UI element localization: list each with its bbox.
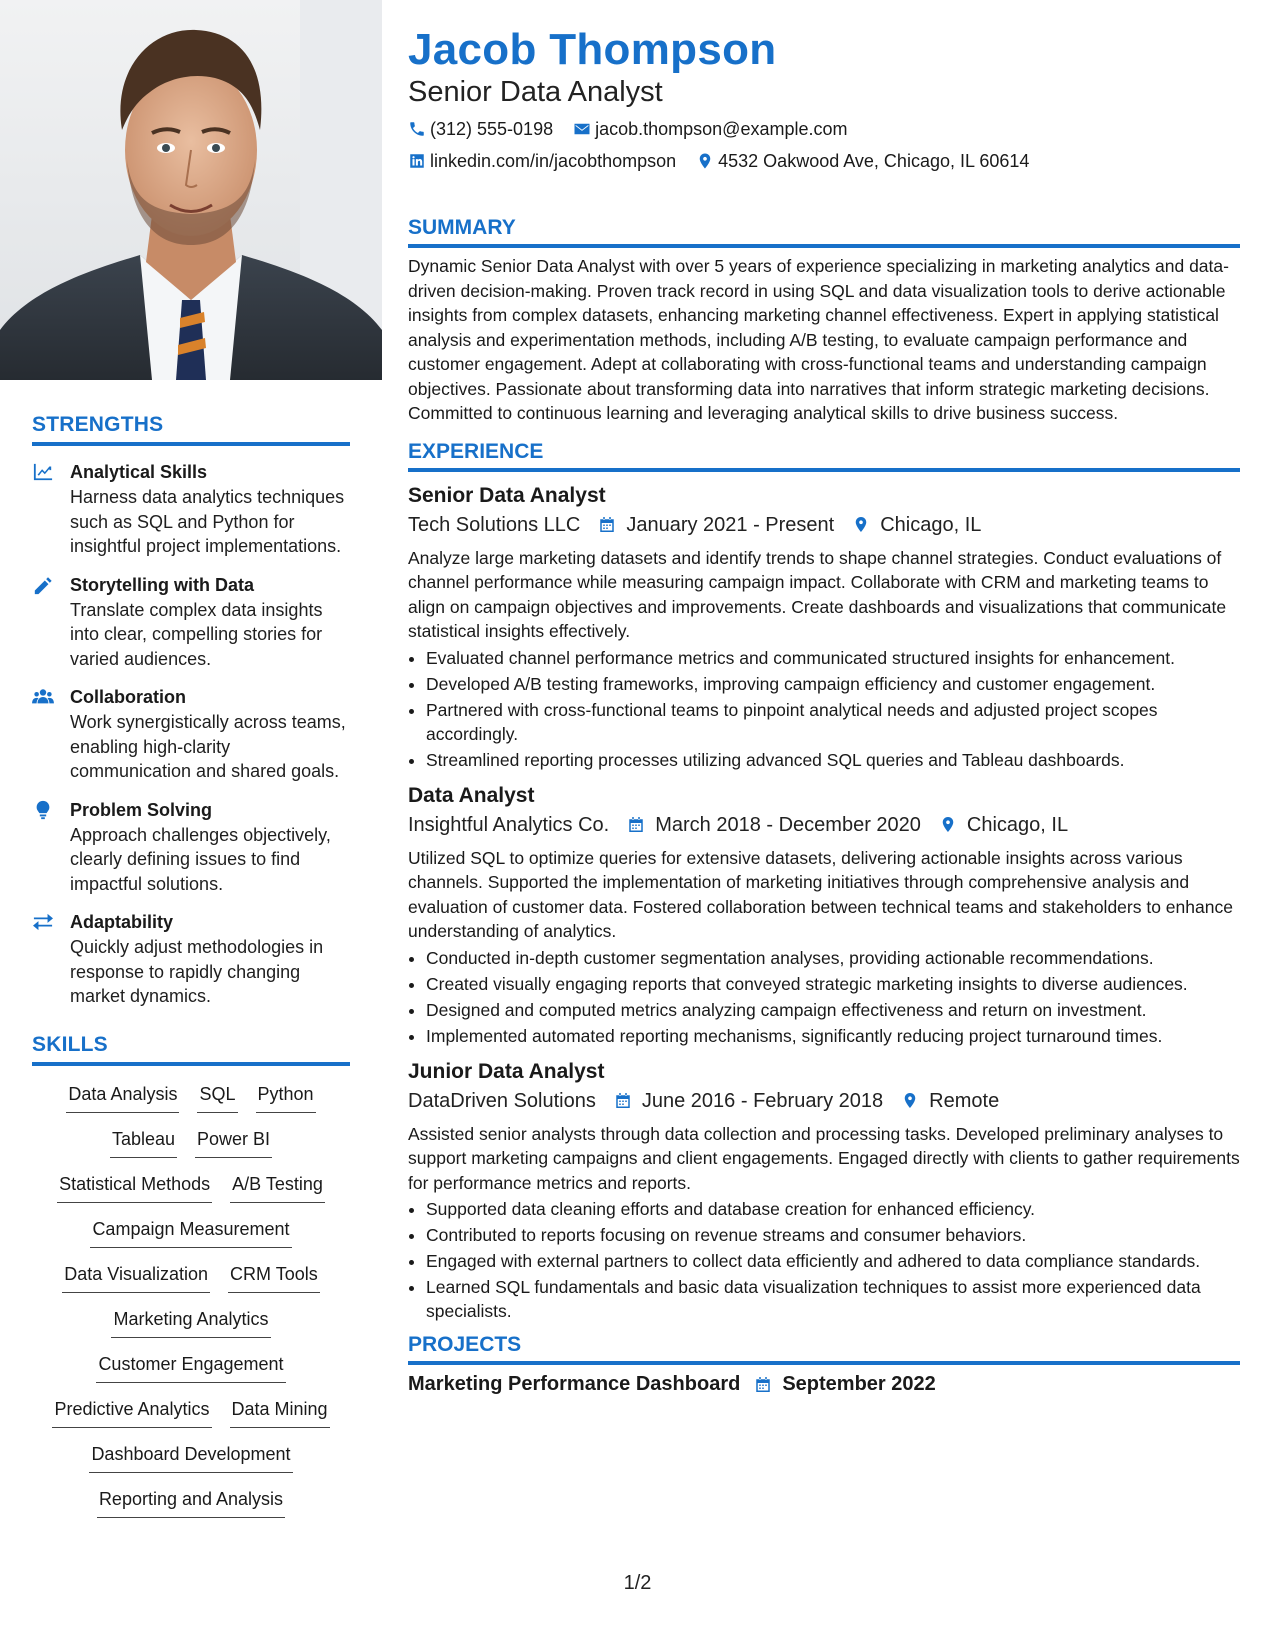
skill-row bbox=[52, 1397, 329, 1442]
page-number: 1/2 bbox=[623, 1572, 652, 1594]
strength-item bbox=[32, 685, 350, 784]
projects-heading: PROJECTS bbox=[408, 1333, 1240, 1365]
skill-row bbox=[96, 1352, 285, 1397]
pencil-icon bbox=[32, 573, 70, 672]
skill-tag: Statistical Methods bbox=[57, 1172, 212, 1203]
job-title: Junior Data Analyst bbox=[408, 1059, 605, 1083]
contact-row bbox=[408, 116, 1240, 142]
skill-row bbox=[110, 1127, 272, 1172]
location-text: Remote bbox=[929, 1089, 1000, 1112]
skill-tag: Power BI bbox=[195, 1127, 272, 1158]
bullet-item: • Learned SQL fundamentals and basic data visualization techniques to assist more experienced data specialists. bbox=[426, 1275, 1240, 1323]
skill-tag: SQL bbox=[197, 1082, 237, 1113]
job-title: Senior Data Analyst bbox=[408, 483, 606, 507]
summary-section bbox=[408, 216, 1240, 426]
company bbox=[408, 510, 580, 540]
strength-item bbox=[32, 910, 350, 1009]
phone-icon bbox=[408, 120, 426, 138]
candidate-role: Senior Data Analyst bbox=[408, 76, 663, 108]
skill-row bbox=[62, 1262, 319, 1307]
skill-row bbox=[111, 1307, 270, 1352]
job-dates bbox=[614, 1086, 883, 1116]
skill-tag: Predictive Analytics bbox=[52, 1397, 211, 1428]
job-description: Assisted senior analysts through data collection and processing tasks. Developed preliminary analyses to support marketing campaigns and client engagements. Engaged directly with clients to gather requirements for performance metrics and reports. bbox=[408, 1123, 1240, 1193]
strength-title: Collaboration bbox=[70, 687, 186, 707]
job-entry bbox=[408, 782, 1240, 1048]
skill-row bbox=[97, 1487, 285, 1532]
skill-tag: Data Visualization bbox=[62, 1262, 210, 1293]
strength-title: Analytical Skills bbox=[70, 462, 208, 482]
skill-tag: Data Analysis bbox=[66, 1082, 179, 1113]
sidebar bbox=[0, 0, 382, 1650]
skill-tag: Marketing Analytics bbox=[111, 1307, 270, 1338]
strength-title: Adaptability bbox=[70, 912, 174, 932]
linkedin-contact[interactable] bbox=[408, 151, 676, 172]
bullet-item: • Engaged with external partners to collect data efficiently and adhered to data compliance standards. bbox=[426, 1249, 1240, 1273]
job-description: Utilized SQL to optimize queries for extensive datasets, delivering actionable insights across various channels. Supported the implementation of marketing initiatives through comprehensive analysis and evaluation of customer data. Fostered collaboration between technical teams and stakeholders to enhance understanding of analytics. bbox=[408, 847, 1233, 941]
strength-description: Approach challenges objectively, clearly defining issues to find impactful solutions. bbox=[70, 824, 331, 894]
profile-photo bbox=[0, 0, 382, 380]
job-location bbox=[901, 1086, 999, 1116]
location-pin-icon bbox=[852, 515, 870, 534]
skill-tag: A/B Testing bbox=[230, 1172, 325, 1203]
skills-heading: SKILLS bbox=[32, 1033, 350, 1066]
lightbulb-icon bbox=[32, 798, 70, 897]
project-date: September 2022 bbox=[782, 1373, 936, 1395]
linkedin-icon bbox=[408, 152, 426, 170]
skill-tag: Tableau bbox=[110, 1127, 177, 1158]
dates-text: June 2016 - February 2018 bbox=[641, 1089, 884, 1112]
dates-text: January 2021 - Present bbox=[626, 513, 835, 536]
job-entry bbox=[408, 482, 1240, 772]
skill-tag: Reporting and Analysis bbox=[97, 1487, 285, 1518]
strengths-heading: STRENGTHS bbox=[32, 413, 350, 446]
calendar-icon bbox=[598, 515, 616, 534]
sidebar-content bbox=[32, 413, 350, 1532]
company bbox=[408, 1086, 596, 1116]
bullet-item: • Streamlined reporting processes utilizing advanced SQL queries and Tableau dashboards. bbox=[426, 748, 1240, 772]
skill-row bbox=[89, 1442, 292, 1487]
experience-section bbox=[408, 440, 1240, 1324]
strength-description: Harness data analytics techniques such as SQL and Python for insightful project implementations. bbox=[70, 487, 345, 556]
company bbox=[408, 810, 609, 840]
job-meta bbox=[408, 810, 1240, 840]
job-dates bbox=[598, 510, 834, 540]
skill-row bbox=[90, 1217, 291, 1262]
bullet-item: • Evaluated channel performance metrics and communicated structured insights for enhancement. bbox=[426, 646, 1240, 670]
location-text: Chicago, IL bbox=[880, 513, 982, 536]
strength-title: Storytelling with Data bbox=[70, 574, 255, 595]
bullet-item: • Designed and computed metrics analyzing campaign effectiveness and return on investment. bbox=[426, 998, 1240, 1022]
summary-heading: SUMMARY bbox=[408, 216, 1240, 248]
portrait-image bbox=[0, 0, 382, 380]
skill-tag: Campaign Measurement bbox=[90, 1217, 291, 1248]
skills-list bbox=[32, 1082, 350, 1532]
contact-row bbox=[408, 148, 1240, 174]
dates-text: March 2018 - December 2020 bbox=[655, 813, 921, 836]
bullet-item: • Partnered with cross-functional teams to pinpoint analytical needs and adjusted project scopes accordingly. bbox=[426, 698, 1240, 746]
job-description: Analyze large marketing datasets and identify trends to shape channel strategies. Conduct evaluations of channel performance while measuring campaign impact. Collaborate with CRM and marketing teams to align on campaign objectives and improvements. Create dashboards and visualizations that communicate statistical insights effectively. bbox=[408, 547, 1227, 641]
calendar-icon bbox=[754, 1375, 772, 1394]
strength-item bbox=[32, 798, 350, 897]
experience-heading: EXPERIENCE bbox=[408, 440, 1240, 472]
location-pin-icon bbox=[939, 815, 957, 834]
company-name: Insightful Analytics Co. bbox=[408, 813, 610, 836]
company-name: Tech Solutions LLC bbox=[408, 513, 581, 536]
job-location bbox=[852, 510, 981, 540]
bullet-item: • Implemented automated reporting mechanisms, significantly reducing project turnaround times. bbox=[426, 1024, 1240, 1048]
calendar-icon bbox=[627, 815, 645, 834]
skill-tag: Data Mining bbox=[230, 1397, 330, 1428]
skill-tag: Python bbox=[256, 1082, 316, 1113]
job-bullets bbox=[408, 646, 1240, 772]
skill-tag: Dashboard Development bbox=[89, 1442, 292, 1473]
calendar-icon bbox=[614, 1091, 632, 1110]
project-name: Marketing Performance Dashboard bbox=[408, 1373, 741, 1395]
skill-tag: Customer Engagement bbox=[96, 1352, 285, 1383]
main-content bbox=[408, 24, 1240, 1396]
strength-description: Work synergistically across teams, enabling high-clarity communication and shared goals. bbox=[70, 712, 346, 781]
email-address: jacob.thompson@example.com bbox=[595, 118, 848, 139]
strength-item bbox=[32, 460, 350, 559]
location-text: Chicago, IL bbox=[966, 813, 1069, 836]
job-title: Data Analyst bbox=[408, 783, 535, 807]
job-dates bbox=[627, 810, 921, 840]
arrows-exchange-icon bbox=[32, 910, 70, 1009]
skill-tag: CRM Tools bbox=[228, 1262, 320, 1293]
strength-description: Translate complex data insights into clear, compelling stories for varied audiences. bbox=[70, 599, 323, 669]
job-location bbox=[939, 810, 1068, 840]
skill-row bbox=[66, 1082, 315, 1127]
location-pin-icon bbox=[696, 152, 714, 170]
envelope-icon bbox=[573, 120, 591, 138]
chart-line-icon bbox=[32, 460, 70, 559]
location-pin-icon bbox=[901, 1091, 919, 1110]
address-text: 4532 Oakwood Ave, Chicago, IL 60614 bbox=[718, 150, 1030, 171]
job-meta bbox=[408, 510, 1240, 540]
job-bullets bbox=[408, 1197, 1240, 1323]
bullet-item: • Developed A/B testing frameworks, improving campaign efficiency and customer engagement. bbox=[426, 672, 1240, 696]
bullet-item: • Created visually engaging reports that conveyed strategic marketing insights to diverse audiences. bbox=[426, 972, 1240, 996]
company-name: DataDriven Solutions bbox=[408, 1089, 596, 1112]
email-contact[interactable] bbox=[573, 119, 847, 140]
users-icon bbox=[32, 685, 70, 784]
job-entry bbox=[408, 1058, 1240, 1324]
phone-contact[interactable] bbox=[408, 119, 553, 140]
linkedin-url: linkedin.com/in/jacobthompson bbox=[430, 150, 677, 171]
strength-item bbox=[32, 573, 350, 672]
project-entry bbox=[408, 1373, 1240, 1396]
bullet-item: • Contributed to reports focusing on revenue streams and consumer behaviors. bbox=[426, 1223, 1240, 1247]
address-contact bbox=[696, 151, 1029, 172]
phone-number: (312) 555-0198 bbox=[430, 118, 554, 139]
strength-title: Problem Solving bbox=[70, 799, 213, 820]
summary-text: Dynamic Senior Data Analyst with over 5 years of experience specializing in marketing analytics and data-driven decision-making. Proven track record in using SQL and data visualization tools to derive actionable insights from complex datasets, enhancing marketing channel effectiveness. Expert in applying statistical analysis and experimentation methods, including A/B testing, to evaluate campaign performance and customer engagement. Adept at collaborating with cross-functional teams and understanding campaign objectives. Passionate about transforming data into narratives that inform strategic marketing decisions. Committed to continuous learning and leveraging analytical skills to drive business success. bbox=[408, 256, 1229, 423]
job-meta bbox=[408, 1086, 1240, 1116]
job-bullets bbox=[408, 946, 1240, 1048]
skill-row bbox=[57, 1172, 325, 1217]
bullet-item: • Conducted in-depth customer segmentation analyses, providing actionable recommendations. bbox=[426, 946, 1240, 970]
bullet-item: • Supported data cleaning efforts and database creation for enhanced efficiency. bbox=[426, 1197, 1240, 1221]
candidate-name: Jacob Thompson bbox=[408, 25, 777, 74]
projects-section bbox=[408, 1333, 1240, 1396]
strength-description: Quickly adjust methodologies in response to rapidly changing market dynamics. bbox=[70, 937, 324, 1006]
